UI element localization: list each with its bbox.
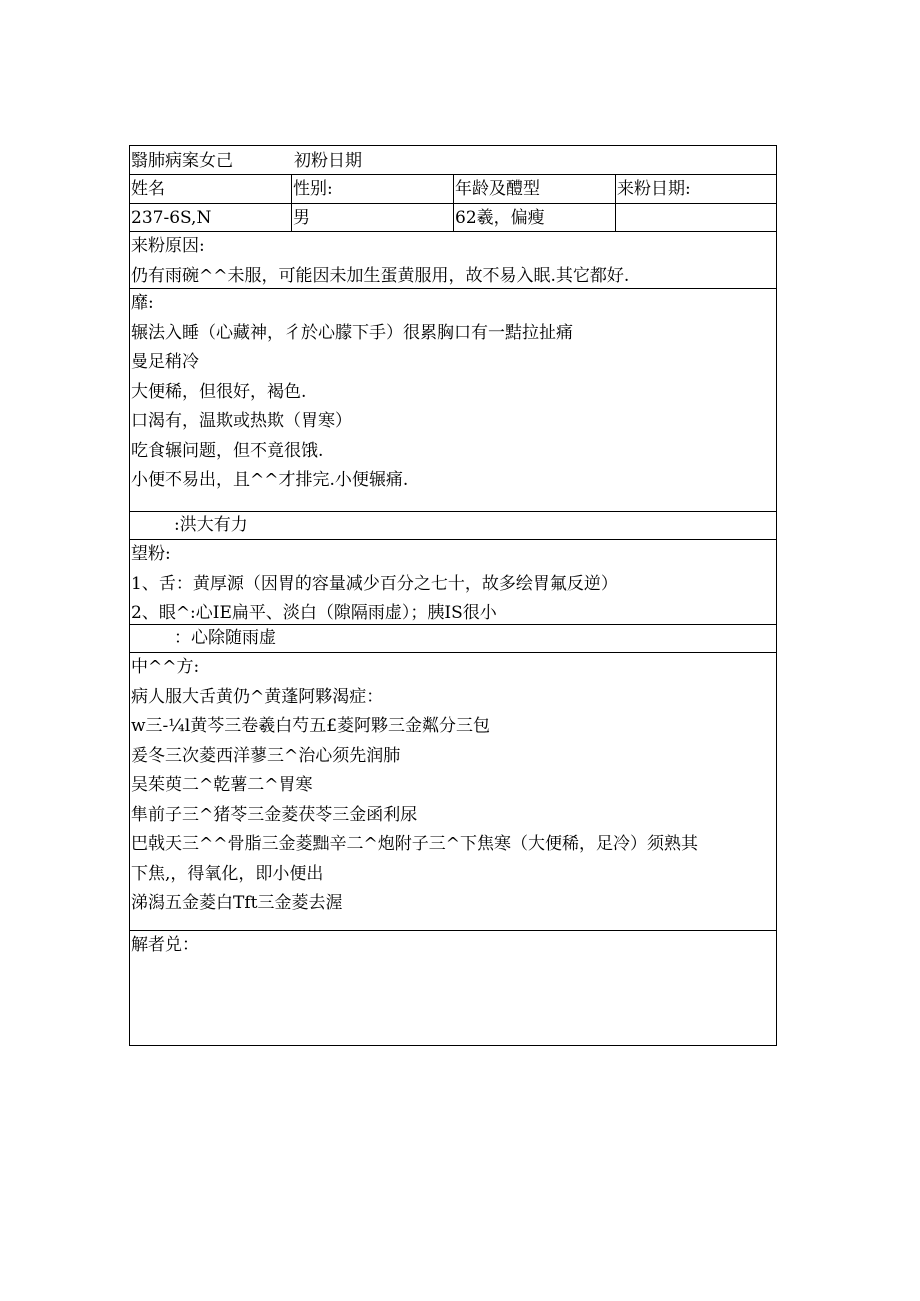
reason-section xyxy=(130,232,776,289)
prescription-section xyxy=(130,653,776,931)
prescription-line: 涕潟五金菱白Tft三金菱去渥 xyxy=(131,893,343,913)
inquiry-line: 大便稀，但很好，褐色. xyxy=(131,381,307,402)
prescription-line: w三-¼l黄芩三卷羲白芍五£菱阿夥三金粼分三包 xyxy=(131,716,491,736)
visit-date-value xyxy=(615,204,776,231)
reason-text: 仍有雨碗^^未服，可能因未加生蛋黄服用，故不易入眠.其它都好. xyxy=(131,265,630,286)
inquiry-line: 曼足稍冷 xyxy=(131,352,199,372)
inspection-label: 望粉: xyxy=(131,544,171,564)
inquiry-line: 口渴有，温欺或热欺（胃寒） xyxy=(131,411,352,431)
diagnosis-text: ：心除随雨虚 xyxy=(174,628,276,648)
prescription-line: 下焦,，得氧化，即小便出 xyxy=(131,863,324,884)
diagnosis-section xyxy=(130,625,776,653)
inspection-section xyxy=(130,540,776,625)
inspection-line: 2、眼^:心IE扁平、淡白（隙隔雨虚）；胰IS很小 xyxy=(131,603,497,623)
pulse-section xyxy=(130,512,776,540)
name-label: 姓名 xyxy=(131,179,165,199)
inquiry-line: 辗法入睡（心藏神，彳於心朦下手）很累胸口有一黠拉扯痛 xyxy=(131,322,573,343)
commentary-label: 解者兑： xyxy=(131,935,199,955)
prescription-line: 巴戟天三^^骨脂三金菱黜辛二^炮附子三^下焦寒（大便稀，足冷）须熟其 xyxy=(131,834,698,854)
header-row xyxy=(130,146,776,175)
sex-value: 男 xyxy=(291,204,453,231)
reason-label: 来粉原因: xyxy=(131,236,205,256)
commentary-section xyxy=(130,931,776,1045)
record-title: 翳肺病案女己 xyxy=(131,151,233,171)
inspection-line: 1、舌：黄厚源（因胃的容量减少百分之七十，故多绘胃氟反逆） xyxy=(131,573,618,594)
inquiry-line: 吃食辗问题，但不竟很饿. xyxy=(131,440,324,461)
inquiry-label: 靡: xyxy=(131,293,154,313)
prescription-line: 隼前子三^猪苓三金菱茯苓三金函利尿 xyxy=(131,804,418,825)
first-visit-date-label: 初粉日期 xyxy=(294,151,362,171)
sex-label: 性别: xyxy=(291,175,453,203)
visit-date-label: 来粉日期: xyxy=(615,175,776,203)
age-build-label: 年龄及醴型 xyxy=(453,175,615,203)
name-value: 237-6S,N xyxy=(131,208,212,228)
inquiry-section xyxy=(130,289,776,512)
prescription-line: 吴茱萸二^乾薯二^胃寒 xyxy=(131,775,313,795)
age-build-value: 62羲，偏瘦 xyxy=(453,204,615,231)
inquiry-line: 小便不易出，且^^才排完.小便辗痛. xyxy=(131,470,409,490)
prescription-line: 爰冬三次菱西洋蓼三^治心须先润肺 xyxy=(131,745,401,766)
pulse-text: :洪大有力 xyxy=(174,515,248,535)
medical-record-form xyxy=(129,145,777,1046)
info-label-row xyxy=(130,175,776,204)
prescription-label: 中^^方: xyxy=(131,657,200,677)
info-value-row xyxy=(130,204,776,232)
prescription-line: 病人服大舌黄仍^黄蓬阿夥渴症： xyxy=(131,686,384,707)
